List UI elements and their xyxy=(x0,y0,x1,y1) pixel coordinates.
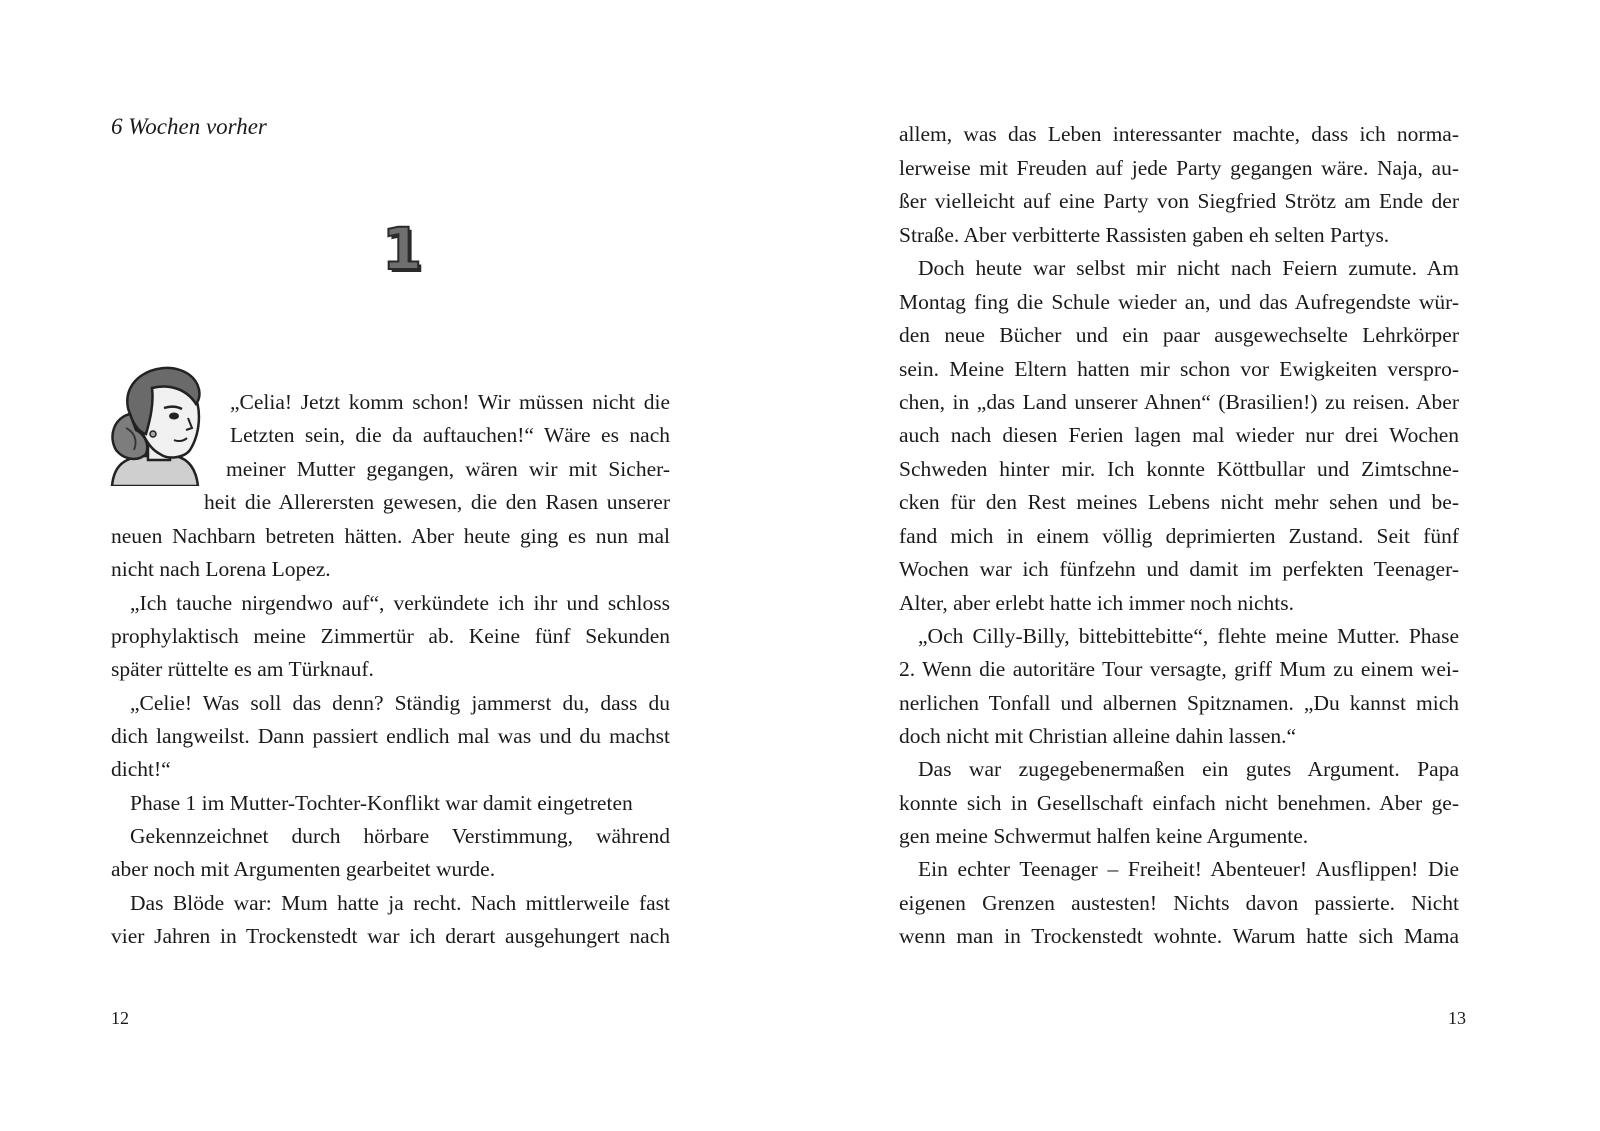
text-line: cken für den Rest meines Lebens nicht mehr sehen und be- xyxy=(899,490,1459,514)
text-line: Das Blöde war: Mum hatte ja recht. Nach mittlerweile fast xyxy=(130,891,670,915)
text-line: Schweden hinter mir. Ich konnte Köttbullar und Zimtschne- xyxy=(899,457,1459,481)
text-line: Doch heute war selbst mir nicht nach Feiern zumute. Am xyxy=(918,256,1459,280)
text-line: sein. Meine Eltern hatten mir schon vor Ewigkeiten verspro- xyxy=(899,357,1459,381)
text-line: Straße. Aber verbitterte Rassisten gaben eh selten Partys. xyxy=(899,223,1390,247)
text-line: 2. Wenn die autoritäre Tour versagte, griff Mum zu einem wei- xyxy=(899,657,1459,681)
text-line: später rüttelte es am Türknauf. xyxy=(111,657,374,681)
text-line: Das war zugegebenermaßen ein gutes Argument. Papa xyxy=(918,757,1459,781)
text-line: ßer vielleicht auf eine Party von Siegfried Strötz am Ende der xyxy=(899,189,1459,213)
text-line: allem, was das Leben interessanter machte, dass ich norma- xyxy=(899,122,1459,146)
text-line: konnte sich in Gesellschaft einfach nicht benehmen. Aber ge- xyxy=(899,791,1459,815)
page-number-right: 13 xyxy=(1448,1008,1466,1028)
text-line: Wochen war ich fünfzehn und damit im perfekten Teenager- xyxy=(899,557,1459,581)
text-line: vier Jahren in Trockenstedt war ich derart ausgehungert nach xyxy=(111,924,670,948)
right-page xyxy=(800,0,1600,1131)
girl-portrait-icon xyxy=(104,364,204,486)
pre-title: 6 Wochen vorher xyxy=(111,114,267,139)
text-line: „Celia! Jetzt komm schon! Wir müssen nicht die xyxy=(230,390,670,414)
text-line: „Celie! Was soll das denn? Ständig jammerst du, dass du xyxy=(130,691,670,715)
text-line: heit die Allerersten gewesen, die den Rasen unserer xyxy=(204,490,670,514)
text-line: aber noch mit Argumenten gearbeitet wurde. xyxy=(111,857,496,881)
text-line: wenn man in Trockenstedt wohnte. Warum hatte sich Mama xyxy=(899,924,1459,948)
text-line: eigenen Grenzen austesten! Nichts davon passierte. Nicht xyxy=(899,891,1459,915)
text-line: den neue Bücher und ein paar ausgewechselte Lehrkörper xyxy=(899,323,1459,347)
text-line: lerweise mit Freuden auf jede Party gegangen wäre. Naja, au- xyxy=(899,156,1459,180)
text-line: Alter, aber erlebt hatte ich immer noch nichts. xyxy=(899,591,1294,615)
text-line: nerlichen Tonfall und albernen Spitznamen. „Du kannst mich xyxy=(899,691,1459,715)
text-line: nicht nach Lorena Lopez. xyxy=(111,557,331,581)
text-line: Phase 1 im Mutter-Tochter-Konflikt war damit eingetreten xyxy=(130,791,633,815)
text-line: doch nicht mit Christian alleine dahin lassen.“ xyxy=(899,724,1297,748)
text-line: meiner Mutter gegangen, wären wir mit Sicher- xyxy=(226,457,670,481)
text-line: Gekennzeichnet durch hörbare Verstimmung, während xyxy=(130,824,670,848)
text-line: fand mich in einem völlig deprimierten Zustand. Seit fünf xyxy=(899,524,1459,548)
text-line: Ein echter Teenager – Freiheit! Abenteuer! Ausflippen! Die xyxy=(918,857,1459,881)
text-line: „Ich tauche nirgendwo auf“, verkündete ich ihr und schloss xyxy=(130,591,670,615)
text-line: gen meine Schwermut halfen keine Argumente. xyxy=(899,824,1309,848)
page-number-left: 12 xyxy=(111,1008,129,1028)
text-line: Letzten sein, die da auftauchen!“ Wäre es nach xyxy=(230,423,670,447)
chapter-number: 1 xyxy=(381,215,423,283)
text-line: dich langweilst. Dann passiert endlich mal was und du machst xyxy=(111,724,670,748)
text-line: chen, in „das Land unserer Ahnen“ (Brasilien!) zu reisen. Aber xyxy=(899,390,1459,414)
text-line: „Och Cilly-Billy, bittebittebitte“, flehte meine Mutter. Phase xyxy=(918,624,1459,648)
text-line: dicht!“ xyxy=(111,757,171,781)
text-line: auch nach diesen Ferien lagen mal wieder nur drei Wochen xyxy=(899,423,1459,447)
text-line: neuen Nachbarn betreten hätten. Aber heute ging es nun mal xyxy=(111,524,670,548)
text-line: Montag fing die Schule wieder an, und das Aufregendste wür- xyxy=(899,290,1459,314)
text-line: prophylaktisch meine Zimmertür ab. Keine fünf Sekunden xyxy=(111,624,670,648)
